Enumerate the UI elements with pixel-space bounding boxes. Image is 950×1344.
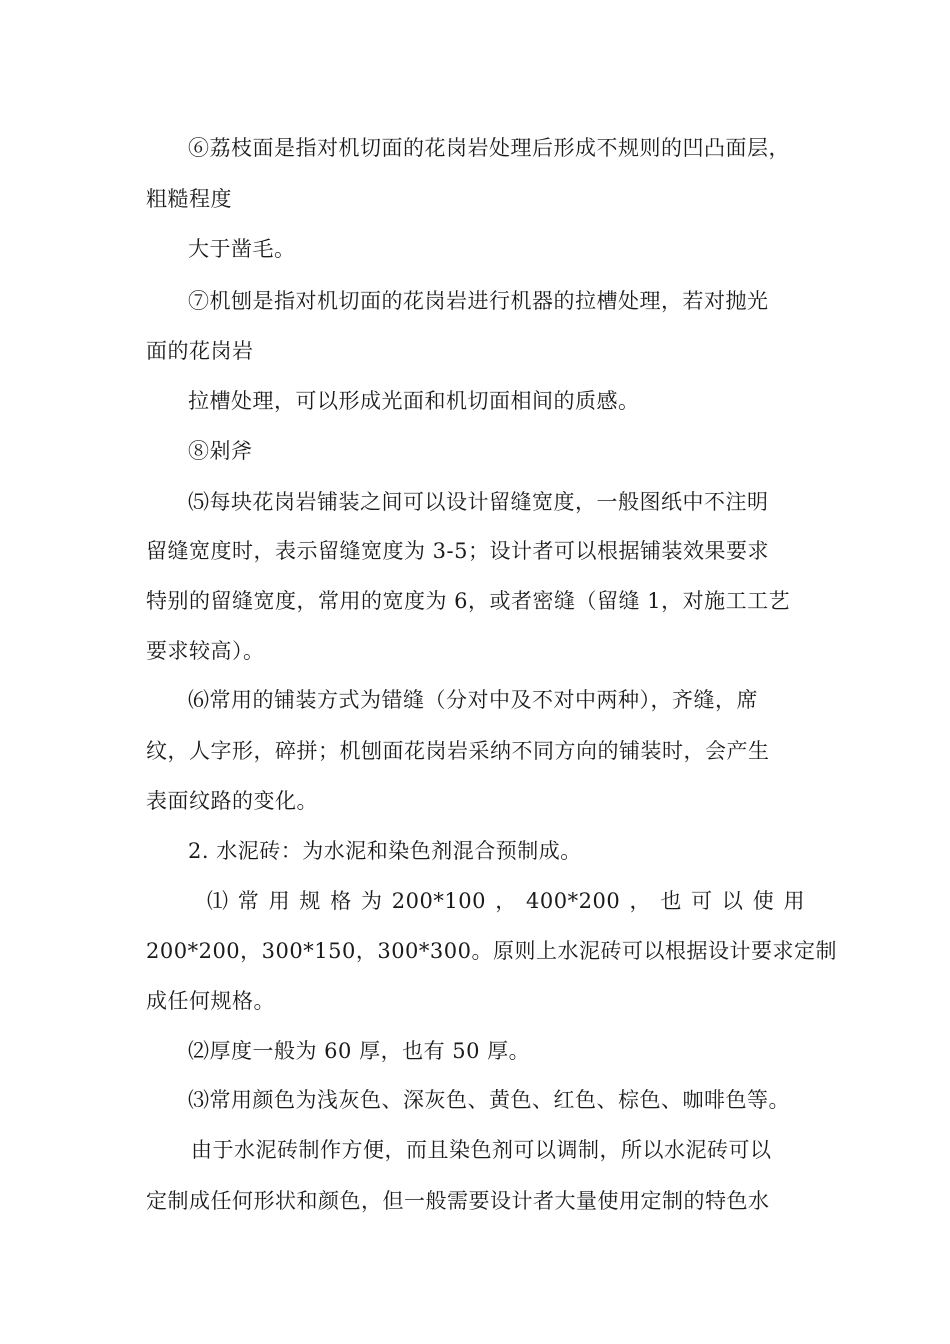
spread-token: 400*200: [526, 889, 621, 913]
spread-token: ，: [629, 889, 652, 913]
paragraph-line: 留缝宽度时，表示留缝宽度为 3-5；设计者可以根据铺装效果要求: [146, 539, 769, 563]
spread-token: 也: [660, 889, 682, 913]
paragraph-line: ⑹常用的铺装方式为错缝（分对中及不对中两种），齐缝，席: [188, 688, 758, 712]
paragraph-line: ⑧剁斧: [188, 439, 253, 463]
spread-token: 200*100: [391, 889, 486, 913]
paragraph-line: ⑶常用颜色为浅灰色、深灰色、黄色、红色、棕色、咖啡色等。: [188, 1088, 790, 1112]
paragraph-line: ⑥荔枝面是指对机切面的花岗岩处理后形成不规则的凹凸面层，: [188, 136, 790, 160]
spread-token: ，: [495, 889, 517, 913]
spread-token: 规: [299, 889, 321, 913]
spread-token: 格: [330, 889, 352, 913]
paragraph-line: 2. 水泥砖：为水泥和染色剂混合预制成。: [188, 839, 582, 863]
spread-paragraph-line: [207, 886, 805, 916]
paragraph-line: 定制成任何形状和颜色，但一般需要设计者大量使用定制的特色水: [146, 1189, 770, 1213]
paragraph-line: 拉槽处理，可以形成光面和机切面相间的质感。: [188, 389, 640, 413]
paragraph-line: 要求较高）。: [146, 639, 265, 663]
paragraph-line: ⑵厚度一般为 60 厚，也有 50 厚。: [188, 1039, 531, 1063]
paragraph-line: 粗糙程度: [146, 187, 232, 211]
paragraph-line: 纹，人字形，碎拼；机刨面花岗岩采纳不同方向的铺装时，会产生: [146, 739, 770, 763]
spread-token: ⑴: [207, 889, 229, 913]
spread-token: 用: [268, 889, 291, 913]
paragraph-line: ⑸每块花岗岩铺装之间可以设计留缝宽度，一般图纸中不注明: [188, 490, 769, 514]
spread-token: 可: [691, 889, 713, 913]
paragraph-line: 表面纹路的变化。: [146, 789, 318, 813]
paragraph-line: 特别的留缝宽度，常用的宽度为 6，或者密缝（留缝 1，对施工工艺: [146, 589, 791, 613]
paragraph-line: 由于水泥砖制作方便，而且染色剂可以调制，所以水泥砖可以: [191, 1138, 772, 1162]
paragraph-line: 成任何规格。: [146, 989, 275, 1013]
spread-token: 常: [237, 889, 260, 913]
paragraph-line: ⑦机刨是指对机切面的花岗岩进行机器的拉槽处理，若对抛光: [188, 289, 769, 313]
spread-token: 以: [721, 889, 744, 913]
spread-token: 用: [783, 889, 805, 913]
spread-token: 使: [752, 889, 775, 913]
paragraph-line: 200*200，300*150，300*300。原则上水泥砖可以根据设计要求定制: [146, 939, 837, 963]
paragraph-line: 大于凿毛。: [188, 237, 296, 261]
spread-token: 为: [360, 889, 383, 913]
paragraph-line: 面的花岗岩: [146, 339, 254, 363]
